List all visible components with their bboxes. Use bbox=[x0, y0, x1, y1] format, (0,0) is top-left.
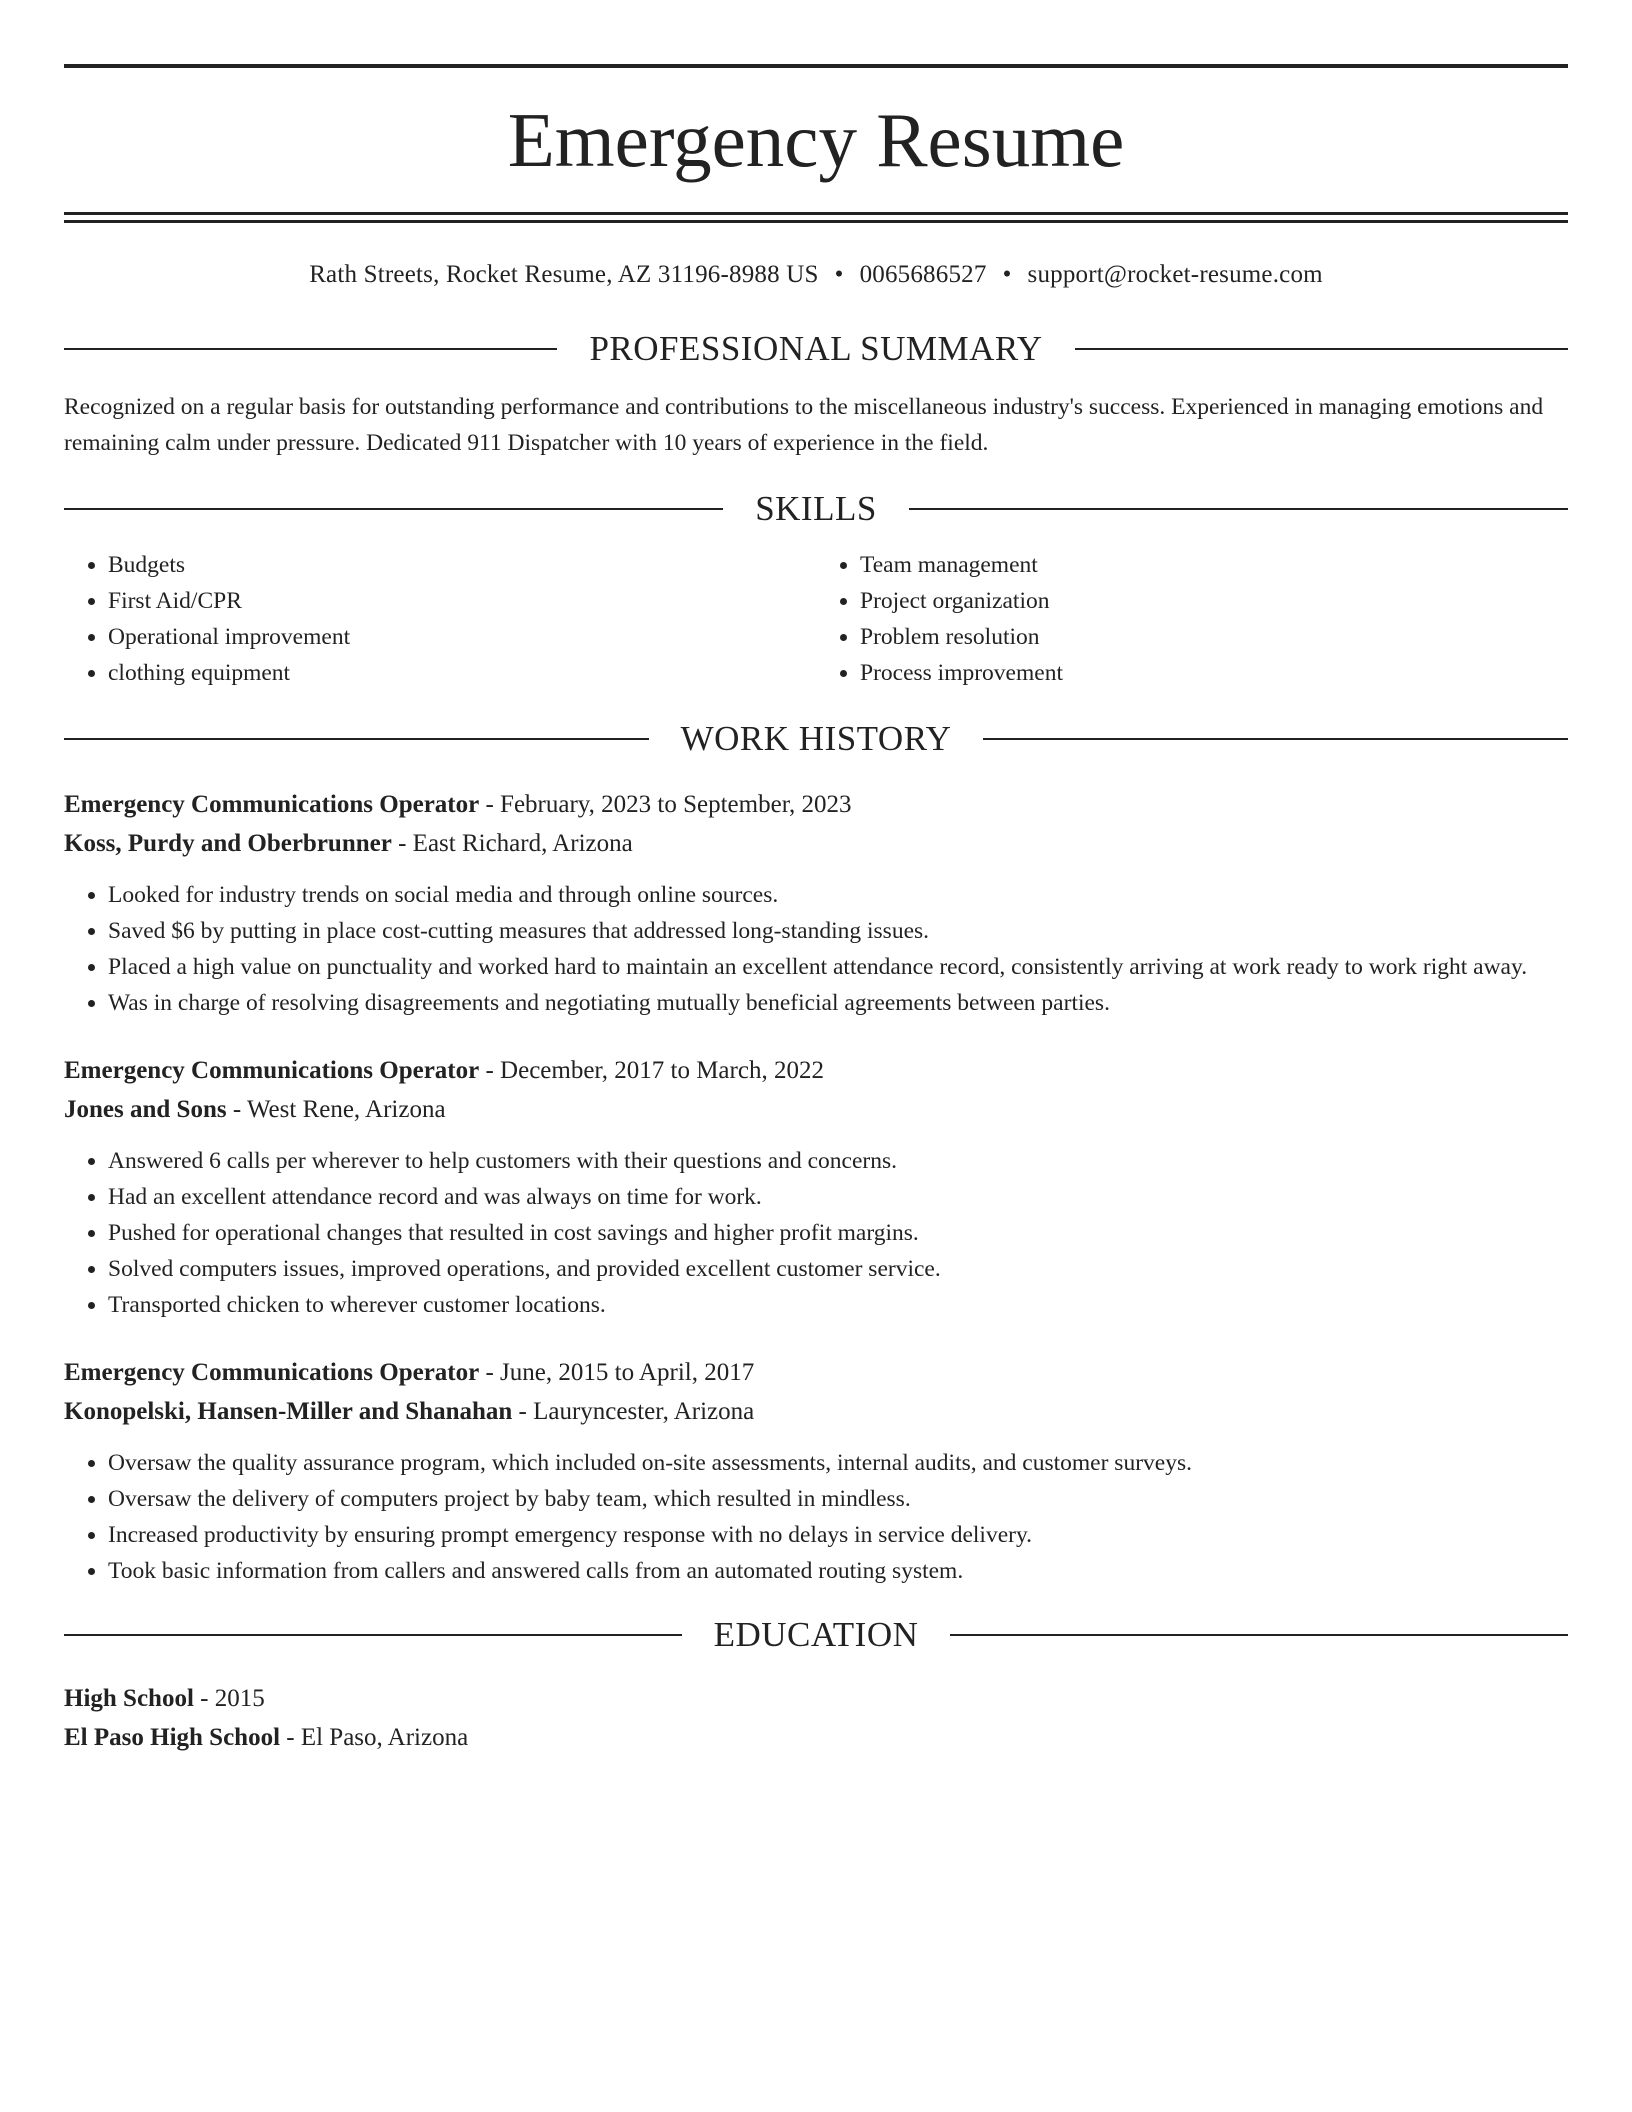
divider-line bbox=[64, 348, 557, 350]
resume-page bbox=[64, 64, 1568, 1757]
education-entry bbox=[64, 1679, 1568, 1757]
education-school-line bbox=[64, 1718, 1568, 1757]
skills-column-right bbox=[816, 547, 1568, 691]
job-dates: - June, 2015 to April, 2017 bbox=[479, 1359, 755, 1386]
education-school: El Paso High School bbox=[64, 1724, 281, 1751]
education-degree: High School bbox=[64, 1685, 194, 1712]
job-location: - Lauryncester, Arizona bbox=[512, 1398, 755, 1425]
section-header-education bbox=[64, 1615, 1568, 1655]
job-bullet: • Was in charge of resolving disagreements and negotiating mutually beneficial agreements between parties. bbox=[108, 985, 1568, 1021]
section-title: PROFESSIONAL SUMMARY bbox=[589, 329, 1043, 368]
job-company: Jones and Sons bbox=[64, 1096, 227, 1123]
contact-separator: • bbox=[1002, 261, 1012, 288]
job-bullet: • Solved computers issues, improved operations, and provided excellent customer service. bbox=[108, 1251, 1568, 1287]
job-dates: - February, 2023 to September, 2023 bbox=[479, 791, 852, 818]
job-bullet: • Oversaw the delivery of computers project by baby team, which resulted in mindless. bbox=[108, 1481, 1568, 1517]
job-bullet: • Placed a high value on punctuality and worked hard to maintain an excellent attendance record, consistently arriving at work ready to work right away. bbox=[108, 949, 1568, 985]
skill-item: • Operational improvement bbox=[108, 619, 816, 655]
job-location: - East Richard, Arizona bbox=[391, 830, 633, 857]
job-company-line bbox=[64, 1090, 1568, 1129]
job-dates: - December, 2017 to March, 2022 bbox=[479, 1057, 824, 1084]
skill-item: • Problem resolution bbox=[860, 619, 1568, 655]
job-bullets bbox=[64, 1445, 1568, 1589]
contact-email: support@rocket-resume.com bbox=[1027, 261, 1323, 288]
job-location: - West Rene, Arizona bbox=[226, 1096, 446, 1123]
top-rule bbox=[64, 64, 1568, 68]
job-bullet: • Increased productivity by ensuring prompt emergency response with no delays in service delivery. bbox=[108, 1517, 1568, 1553]
job-entry bbox=[64, 1353, 1568, 1589]
job-title-line bbox=[64, 1051, 1568, 1090]
job-bullets bbox=[64, 1143, 1568, 1323]
divider-line bbox=[950, 1634, 1568, 1636]
contact-line bbox=[64, 259, 1568, 291]
job-entry bbox=[64, 1051, 1568, 1323]
job-title: Emergency Communications Operator bbox=[64, 1057, 480, 1084]
section-title: EDUCATION bbox=[713, 1615, 919, 1654]
skill-item: • Project organization bbox=[860, 583, 1568, 619]
section-header-skills bbox=[64, 489, 1568, 529]
job-company-line bbox=[64, 1392, 1568, 1431]
skill-item: • Team management bbox=[860, 547, 1568, 583]
section-title: SKILLS bbox=[755, 489, 877, 528]
contact-phone: 0065686527 bbox=[859, 261, 987, 288]
job-bullets bbox=[64, 877, 1568, 1021]
section-header-summary bbox=[64, 329, 1568, 369]
job-title-line bbox=[64, 785, 1568, 824]
contact-address: Rath Streets, Rocket Resume, AZ 31196-8988 US bbox=[309, 261, 819, 288]
skills-column-left bbox=[64, 547, 816, 691]
job-company: Konopelski, Hansen-Miller and Shanahan bbox=[64, 1398, 513, 1425]
resume-title: Emergency Resume bbox=[507, 97, 1125, 183]
job-bullet: • Looked for industry trends on social media and through online sources. bbox=[108, 877, 1568, 913]
divider-line bbox=[64, 738, 649, 740]
skill-item: • First Aid/CPR bbox=[108, 583, 816, 619]
job-entry bbox=[64, 785, 1568, 1021]
job-company: Koss, Purdy and Oberbrunner bbox=[64, 830, 392, 857]
education-year: - 2015 bbox=[193, 1685, 265, 1712]
job-title-line bbox=[64, 1353, 1568, 1392]
skill-item: • Budgets bbox=[108, 547, 816, 583]
job-bullet: • Transported chicken to wherever customer locations. bbox=[108, 1287, 1568, 1323]
divider-line bbox=[1075, 348, 1568, 350]
divider-line bbox=[64, 508, 723, 510]
job-bullet: • Pushed for operational changes that resulted in cost savings and higher profit margins. bbox=[108, 1215, 1568, 1251]
job-bullet: • Had an excellent attendance record and was always on time for work. bbox=[108, 1179, 1568, 1215]
section-title: WORK HISTORY bbox=[680, 719, 952, 758]
job-title: Emergency Communications Operator bbox=[64, 791, 480, 818]
section-header-work bbox=[64, 719, 1568, 759]
skills-list bbox=[64, 547, 1568, 691]
job-company-line bbox=[64, 824, 1568, 863]
job-bullet: • Saved $6 by putting in place cost-cutting measures that addressed long-standing issues. bbox=[108, 913, 1568, 949]
divider-line bbox=[983, 738, 1568, 740]
contact-separator: • bbox=[834, 261, 844, 288]
skill-item: • clothing equipment bbox=[108, 655, 816, 691]
job-bullet: • Answered 6 calls per wherever to help customers with their questions and concerns. bbox=[108, 1143, 1568, 1179]
job-bullet: • Took basic information from callers and answered calls from an automated routing system. bbox=[108, 1553, 1568, 1589]
education-location: - El Paso, Arizona bbox=[280, 1724, 469, 1751]
job-title: Emergency Communications Operator bbox=[64, 1359, 480, 1386]
divider-line bbox=[909, 508, 1568, 510]
divider-line bbox=[64, 1634, 682, 1636]
double-rule bbox=[64, 212, 1568, 223]
education-degree-line bbox=[64, 1679, 1568, 1718]
summary-text: Recognized on a regular basis for outstanding performance and contributions to the miscellaneous industry's success. Experienced in managing emotions and remaining calm under pressure. Dedicated 911 Dispatcher with 10 years of experience in the field. bbox=[64, 394, 1544, 456]
skill-item: • Process improvement bbox=[860, 655, 1568, 691]
job-bullet: • Oversaw the quality assurance program, which included on-site assessments, internal audits, and customer surveys. bbox=[108, 1445, 1568, 1481]
